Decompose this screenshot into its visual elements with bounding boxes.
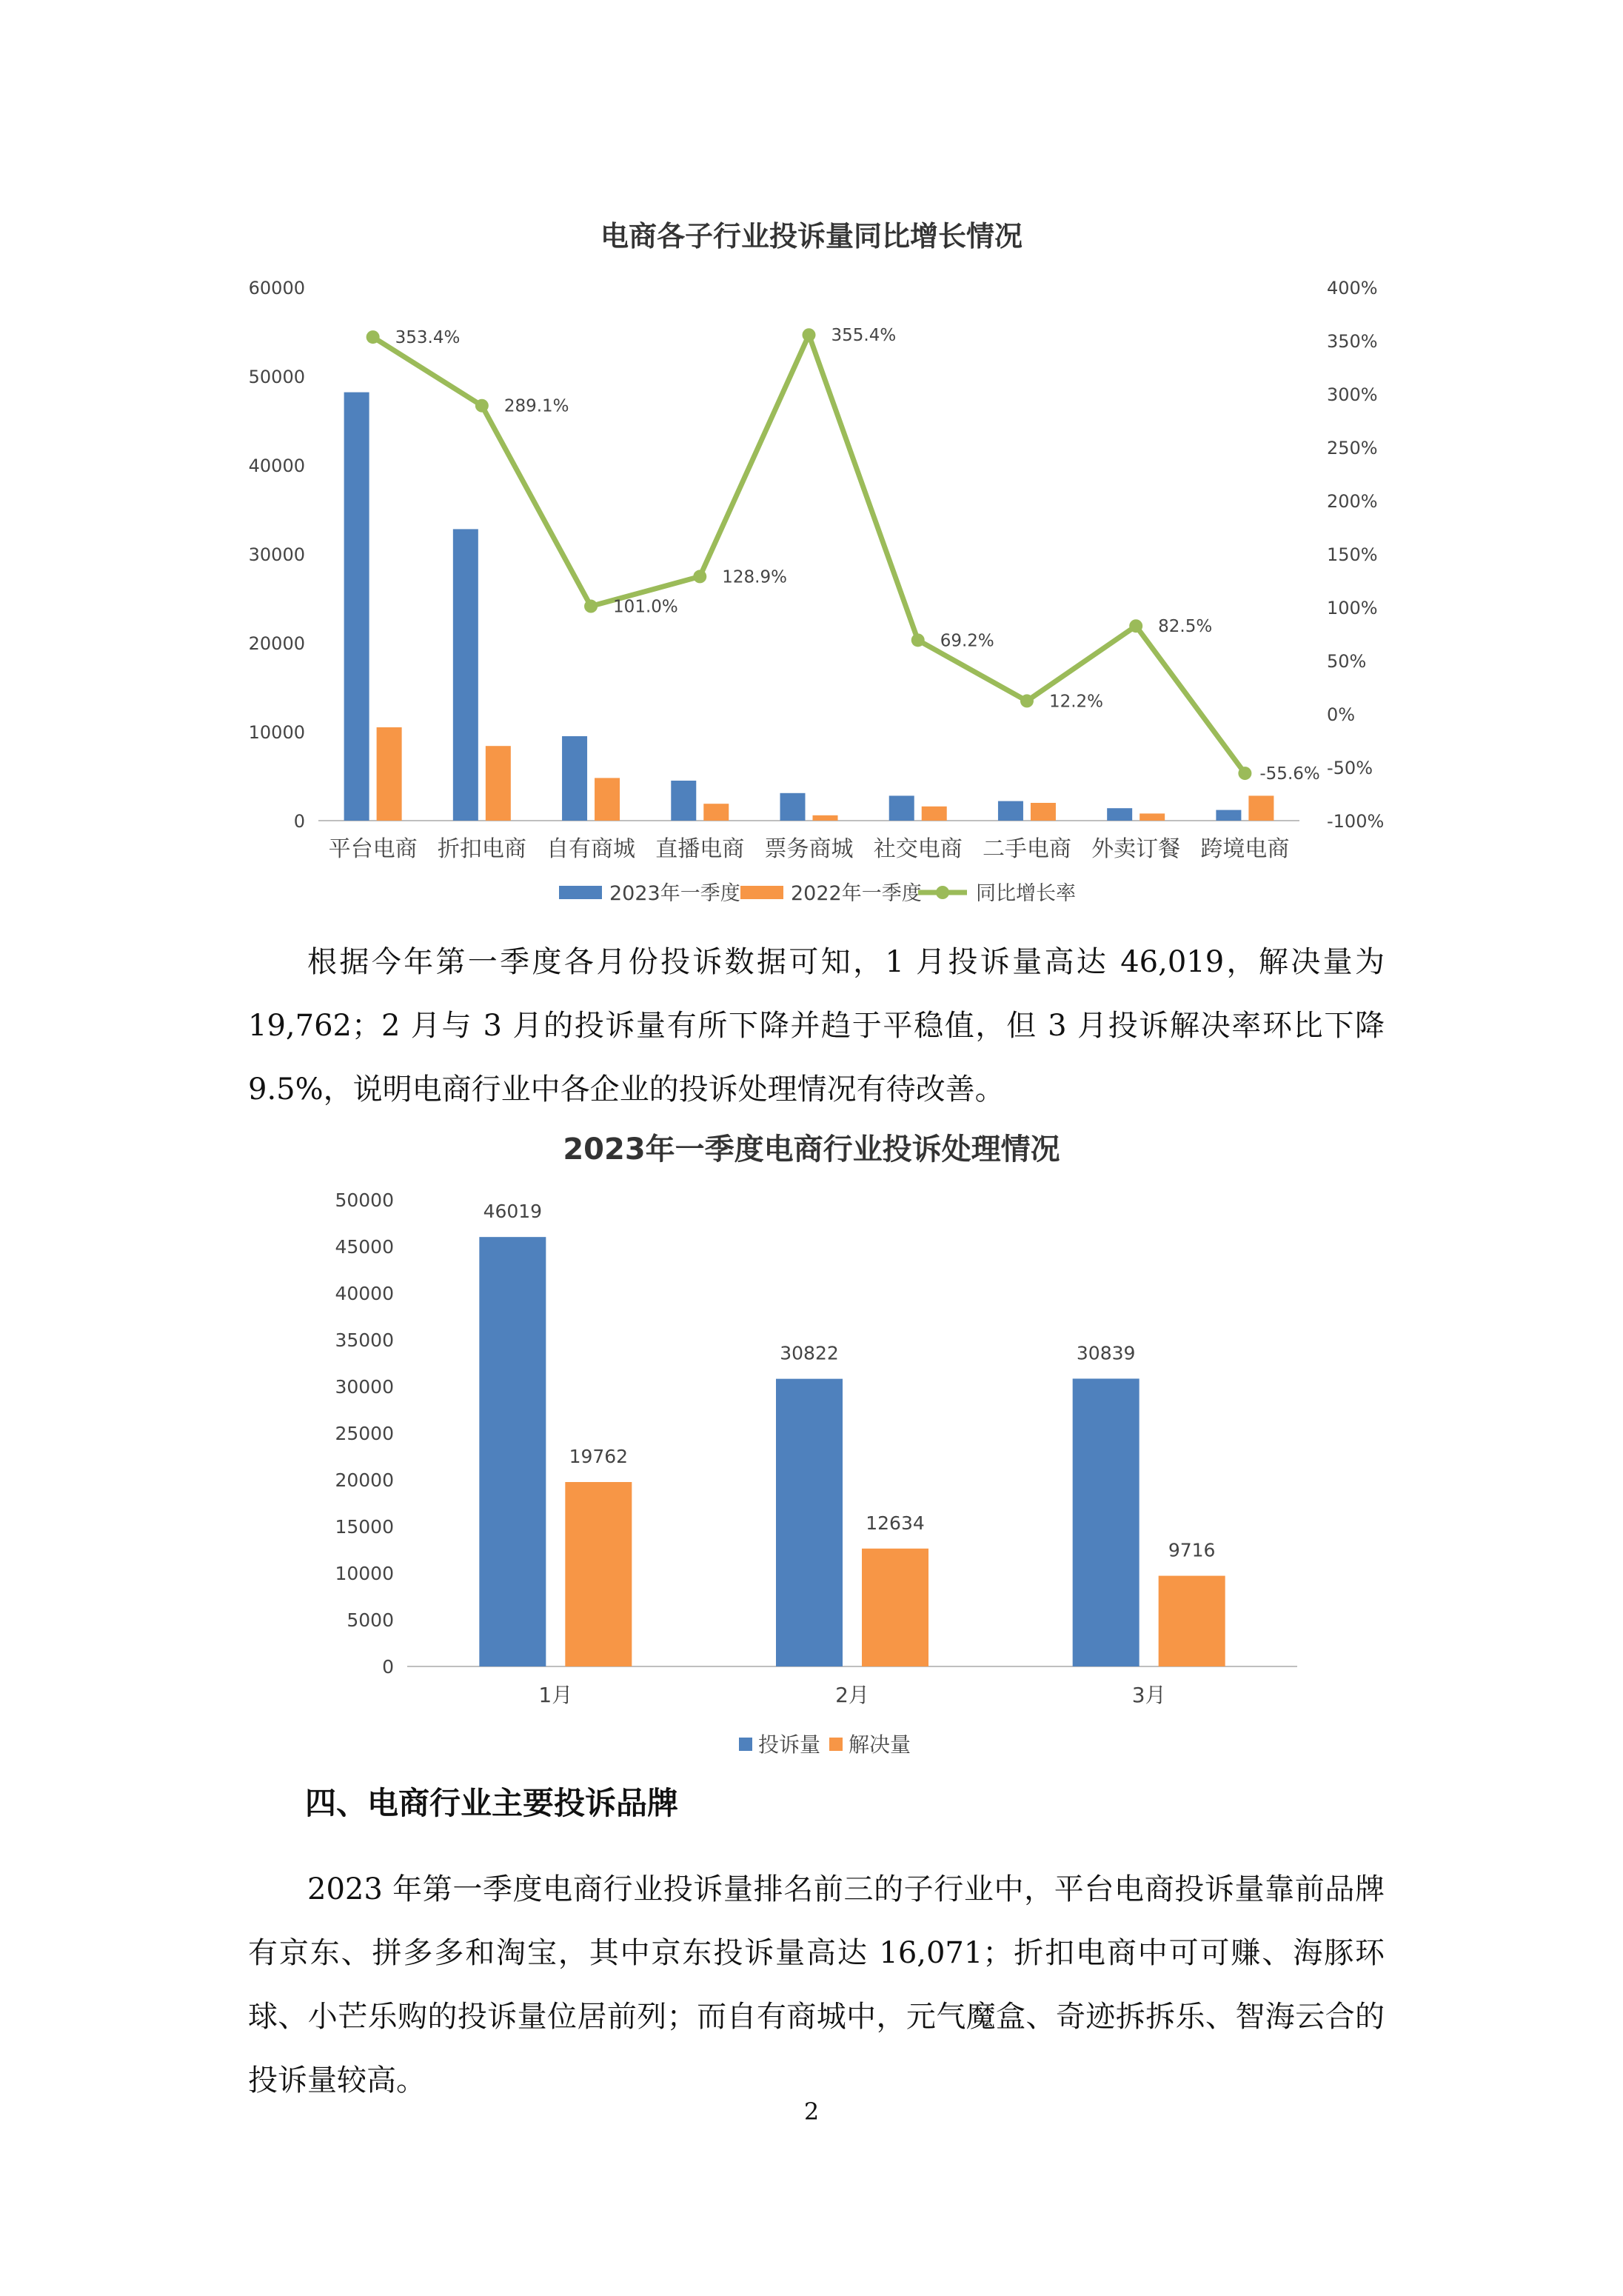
c1-x-tick-label: 社交电商 xyxy=(873,836,963,862)
c1-growth-point xyxy=(803,328,816,341)
c1-legend-swatch-2022 xyxy=(740,886,783,899)
c2-y-tick-label: 10000 xyxy=(335,1563,394,1584)
c1-growth-label: 353.4% xyxy=(395,328,461,348)
c2-x-tick-label: 2月 xyxy=(835,1683,869,1707)
c1-growth-point xyxy=(367,330,380,344)
c1-x-tick-label: 自有商城 xyxy=(546,836,636,862)
c1-x-tick-label: 折扣电商 xyxy=(437,836,526,862)
c1-bar-2023 xyxy=(453,529,478,821)
body-paragraph-monthly-data: 根据今年第一季度各月份投诉数据可知，1 月投诉量高达 46,019，解决量为 19,762；2 月与 3 月的投诉量有所下降并趋于平稳值，但 3 月投诉解决率环比下降 9.5%，说明电商行业中各企业的投诉处理情况有待改善。 xyxy=(248,945,1385,1107)
c1-bar-2022 xyxy=(1140,813,1165,821)
c2-data-label-complaints: 30822 xyxy=(780,1342,839,1364)
c1-legend-label-2022: 2022年一季度 xyxy=(791,882,922,905)
c2-y-tick-label: 25000 xyxy=(335,1423,394,1444)
c1-y-right-tick-label: 50% xyxy=(1327,651,1367,672)
c2-y-tick-label: 15000 xyxy=(335,1516,394,1538)
c1-y-right-tick-label: 100% xyxy=(1327,598,1378,618)
c1-y-right-tick-label: 200% xyxy=(1327,491,1378,512)
c1-y-left-tick-label: 30000 xyxy=(248,544,305,565)
c1-y-left-tick-label: 50000 xyxy=(248,367,305,387)
c2-y-tick-label: 30000 xyxy=(335,1376,394,1398)
c2-x-tick-label: 3月 xyxy=(1131,1683,1166,1707)
c1-bar-2022 xyxy=(1031,803,1056,821)
chart2-title: 2023年一季度电商行业投诉处理情况 xyxy=(563,1132,1060,1167)
c1-y-right-tick-label: -50% xyxy=(1327,758,1373,778)
c1-y-left-tick-label: 10000 xyxy=(248,722,305,743)
c1-growth-point xyxy=(584,600,598,613)
c1-y-left-tick-label: 20000 xyxy=(248,633,305,654)
c1-bar-2023 xyxy=(1216,810,1241,821)
c1-y-right-tick-label: 300% xyxy=(1327,384,1378,405)
chart2-monthly-handling xyxy=(0,1170,1623,1755)
c2-y-tick-label: 5000 xyxy=(347,1609,394,1631)
c1-bar-2023 xyxy=(562,736,587,821)
c2-bar-complaints xyxy=(479,1237,546,1666)
c2-bar-resolved xyxy=(565,1482,632,1666)
c2-legend-swatch-resolved xyxy=(829,1738,843,1751)
c1-y-right-tick-label: 250% xyxy=(1327,438,1378,458)
c2-bar-complaints xyxy=(776,1379,843,1666)
c1-bar-2023 xyxy=(780,793,806,821)
c1-bar-2023 xyxy=(671,781,696,821)
c2-legend-label-resolved: 解决量 xyxy=(849,1732,911,1757)
c1-growth-label: 289.1% xyxy=(503,396,569,416)
c1-growth-point xyxy=(1129,619,1142,633)
c1-growth-point xyxy=(475,399,489,413)
c1-growth-point xyxy=(1238,767,1251,780)
c2-x-tick-label: 1月 xyxy=(538,1683,573,1707)
c2-legend-label-complaints: 投诉量 xyxy=(758,1732,821,1757)
c1-bar-2022 xyxy=(486,746,511,821)
body-paragraph-brands: 2023 年第一季度电商行业投诉量排名前三的子行业中，平台电商投诉量靠前品牌有京东、拼多多和淘宝，其中京东投诉量高达 16,071；折扣电商中可可赚、海豚环球、小芒乐购的投诉量位居前列；而自有商城中，元气魔盒、奇迹拆拆乐、智海云合的投诉量较高。 xyxy=(248,1872,1385,2098)
chart1-title: 电商各子行业投诉量同比增长情况 xyxy=(600,220,1023,253)
c1-y-right-tick-label: 150% xyxy=(1327,544,1378,565)
c1-y-right-tick-label: -100% xyxy=(1327,811,1385,832)
c1-bar-2022 xyxy=(813,815,838,821)
c1-growth-label: -55.6% xyxy=(1259,764,1320,784)
c2-bar-complaints xyxy=(1073,1378,1140,1666)
c2-y-tick-label: 50000 xyxy=(335,1189,394,1211)
c1-x-tick-label: 直播电商 xyxy=(655,836,745,862)
c1-y-left-tick-label: 60000 xyxy=(248,278,305,298)
c1-bar-2023 xyxy=(1107,808,1132,821)
c1-growth-point xyxy=(911,633,925,647)
c2-y-tick-label: 20000 xyxy=(335,1469,394,1491)
c1-bar-2022 xyxy=(595,778,620,821)
c2-bar-resolved xyxy=(1159,1576,1225,1666)
c1-bar-2023 xyxy=(998,801,1023,821)
c2-data-label-resolved: 12634 xyxy=(866,1512,925,1534)
c1-x-tick-label: 跨境电商 xyxy=(1200,836,1290,862)
section-heading: 四、电商行业主要投诉品牌 xyxy=(305,1785,679,1821)
c1-growth-point xyxy=(1020,694,1034,707)
c1-legend-label-2023: 2023年一季度 xyxy=(609,882,740,905)
c1-legend-label-growth: 同比增长率 xyxy=(976,882,1076,905)
c1-bar-2023 xyxy=(344,393,369,821)
c2-y-tick-label: 35000 xyxy=(335,1329,394,1351)
c1-y-left-tick-label: 40000 xyxy=(248,455,305,476)
c2-data-label-resolved: 19762 xyxy=(569,1445,629,1467)
c1-growth-label: 128.9% xyxy=(722,567,787,587)
c2-data-label-resolved: 9716 xyxy=(1168,1539,1216,1561)
c2-y-tick-label: 40000 xyxy=(335,1283,394,1304)
chart1-complaint-growth xyxy=(0,267,1623,918)
c1-bar-2022 xyxy=(703,804,729,821)
c2-bar-resolved xyxy=(862,1549,928,1666)
c1-bar-2022 xyxy=(1248,795,1274,821)
c1-x-tick-label: 二手电商 xyxy=(982,836,1071,862)
c1-growth-label: 12.2% xyxy=(1048,692,1104,712)
c1-x-tick-label: 外卖订餐 xyxy=(1091,836,1181,862)
c1-growth-label: 82.5% xyxy=(1158,617,1213,637)
c1-y-right-tick-label: 0% xyxy=(1327,704,1356,725)
c1-growth-label: 355.4% xyxy=(831,326,897,346)
c1-growth-label: 101.0% xyxy=(613,597,678,617)
c2-data-label-complaints: 30839 xyxy=(1076,1342,1136,1364)
c2-y-tick-label: 0 xyxy=(382,1656,394,1678)
c1-y-right-tick-label: 400% xyxy=(1327,278,1378,298)
c1-growth-point xyxy=(693,570,706,583)
c2-data-label-complaints: 46019 xyxy=(483,1201,543,1223)
c1-bar-2023 xyxy=(889,795,914,821)
c1-bar-2022 xyxy=(922,807,947,821)
c1-bar-2022 xyxy=(377,727,402,821)
page-number: 2 xyxy=(803,2098,820,2126)
c1-legend-marker-growth xyxy=(936,886,949,899)
c1-legend-swatch-2023 xyxy=(559,886,602,899)
c1-growth-label: 69.2% xyxy=(940,631,994,651)
c2-y-tick-label: 45000 xyxy=(335,1236,394,1258)
c1-x-tick-label: 票务商城 xyxy=(764,836,854,862)
c1-x-tick-label: 平台电商 xyxy=(328,836,418,862)
c2-legend-swatch-complaints xyxy=(739,1738,752,1751)
c1-y-right-tick-label: 350% xyxy=(1327,331,1378,352)
c1-y-left-tick-label: 0 xyxy=(293,811,305,832)
